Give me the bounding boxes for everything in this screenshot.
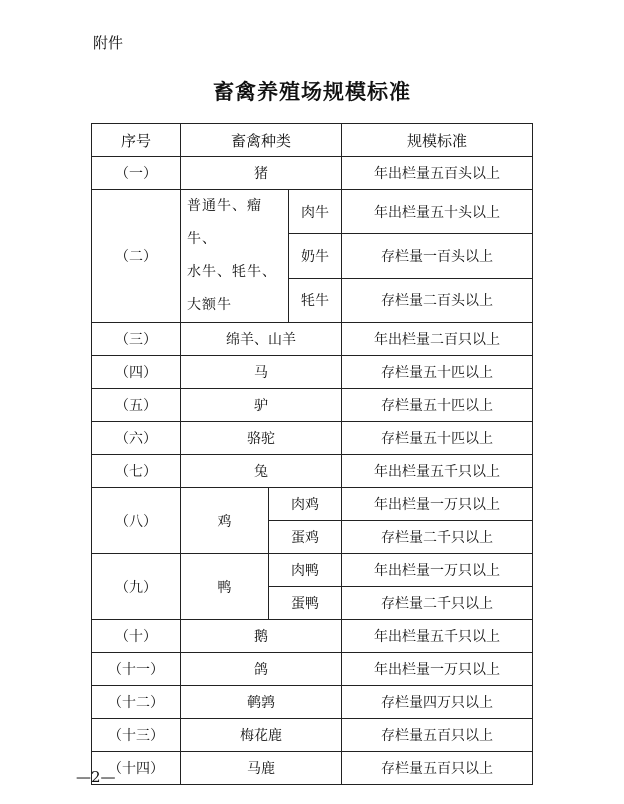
animal-kind: 驴 [181,389,342,422]
table-row [92,190,533,234]
row-number: （三） [92,323,181,356]
row-number: （四） [92,356,181,389]
row-number: （一） [92,157,181,190]
row-number: （八） [92,488,181,554]
scale-standard: 存栏量五十匹以上 [342,389,533,422]
row-number: （十一） [92,653,181,686]
scale-standard: 年出栏量一万只以上 [342,554,533,587]
scale-standard: 年出栏量一万只以上 [342,653,533,686]
scale-standard: 存栏量四万只以上 [342,686,533,719]
table-row [92,157,533,190]
column-header-kind: 畜禽种类 [181,124,342,157]
animal-kind: 马 [181,356,342,389]
scale-standard: 存栏量二千只以上 [342,587,533,620]
animal-kind: 猪 [181,157,342,190]
table-header-row [92,124,533,157]
animal-kind: 鸡 [181,488,269,554]
scale-standard: 存栏量五百只以上 [342,719,533,752]
row-number: （十二） [92,686,181,719]
scale-standard: 年出栏量二百只以上 [342,323,533,356]
scale-standard: 年出栏量五千只以上 [342,455,533,488]
page-number: —2— [76,768,116,786]
animal-subtype: 肉牛 [289,190,342,234]
attachment-label: 附件 [93,34,124,52]
scale-standard: 年出栏量一万只以上 [342,488,533,521]
animal-kind: 鸽 [181,653,342,686]
table-row [92,422,533,455]
animal-subtype: 蛋鸡 [269,521,342,554]
table-row [92,719,533,752]
row-number: （二） [92,190,181,323]
scale-standard: 存栏量一百头以上 [342,234,533,278]
animal-kind-line: 大额牛 [187,297,232,313]
scale-standard-table [91,123,533,785]
animal-kind [181,190,289,323]
animal-kind: 绵羊、山羊 [181,323,342,356]
animal-kind: 马鹿 [181,752,342,785]
animal-kind: 兔 [181,455,342,488]
table-row [92,323,533,356]
row-number: （十） [92,620,181,653]
row-number: （五） [92,389,181,422]
column-header-no: 序号 [92,124,181,157]
page-title: 畜禽养殖场规模标准 [213,79,411,104]
scale-standard: 年出栏量五十头以上 [342,190,533,234]
animal-kind: 鹅 [181,620,342,653]
table-row [92,686,533,719]
table-row [92,653,533,686]
row-number: （六） [92,422,181,455]
table-row [92,455,533,488]
scale-standard: 年出栏量五千只以上 [342,620,533,653]
scale-standard: 存栏量五百只以上 [342,752,533,785]
animal-subtype: 肉鸭 [269,554,342,587]
animal-subtype: 蛋鸭 [269,587,342,620]
table-row [92,356,533,389]
table-row [92,620,533,653]
animal-subtype: 肉鸡 [269,488,342,521]
animal-kind: 梅花鹿 [181,719,342,752]
animal-kind: 鸭 [181,554,269,620]
table-row [92,752,533,785]
scale-standard: 存栏量五十匹以上 [342,422,533,455]
scale-standard: 存栏量五十匹以上 [342,356,533,389]
scale-standard: 存栏量二百头以上 [342,278,533,322]
scale-standard: 年出栏量五百头以上 [342,157,533,190]
table-row [92,554,533,587]
animal-kind-line: 普通牛、瘤牛、 [187,198,262,247]
animal-kind: 骆驼 [181,422,342,455]
row-number: （九） [92,554,181,620]
table-row [92,389,533,422]
animal-subtype: 牦牛 [289,278,342,322]
row-number: （七） [92,455,181,488]
row-number: （十三） [92,719,181,752]
animal-kind: 鹌鹑 [181,686,342,719]
table-row [92,488,533,521]
row-number: （十四） [92,752,181,785]
animal-kind-line: 水牛、牦牛、 [187,264,277,280]
animal-subtype: 奶牛 [289,234,342,278]
column-header-standard: 规模标准 [342,124,533,157]
scale-standard: 存栏量二千只以上 [342,521,533,554]
